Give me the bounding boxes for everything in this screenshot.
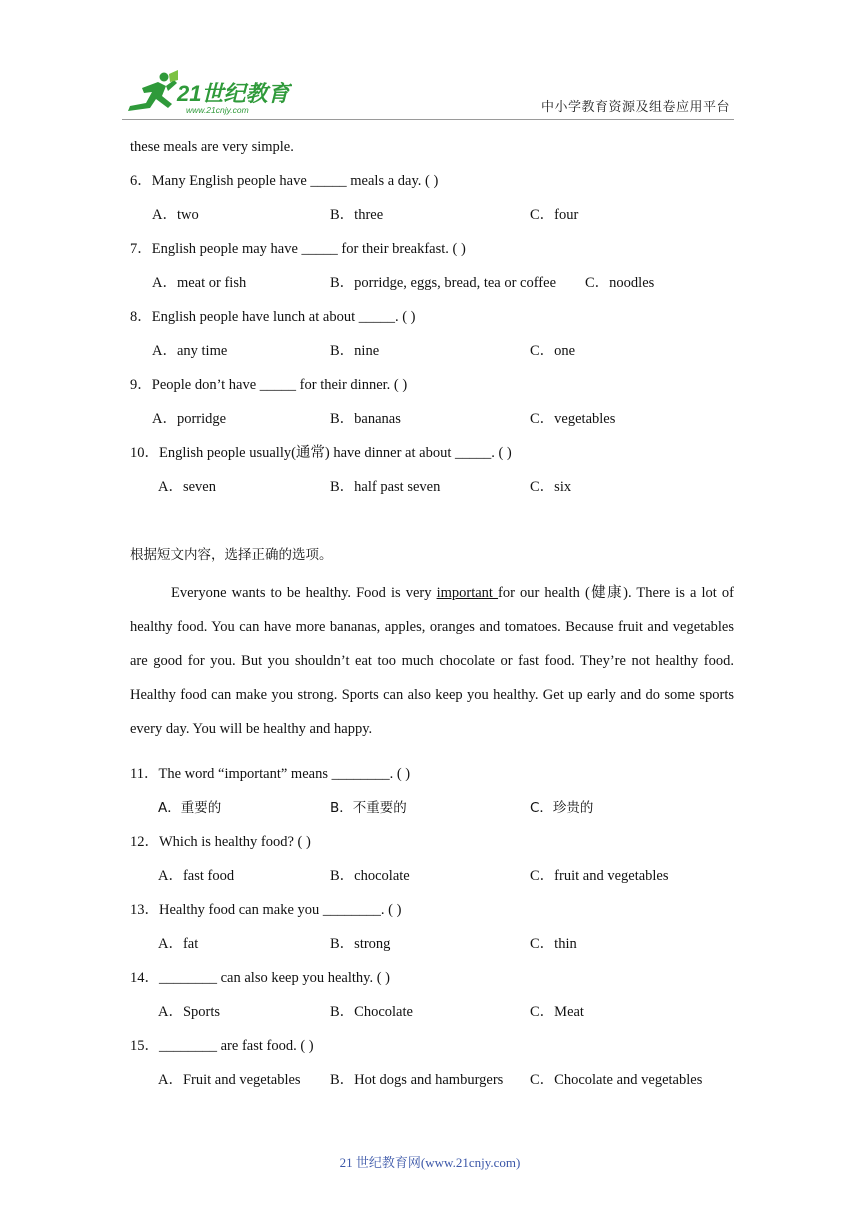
question-stem: 11．The word “important” means ________. ( )	[130, 765, 411, 782]
option-a[interactable]: A．Sports	[158, 1003, 221, 1020]
page-header	[0, 0, 860, 125]
option-b[interactable]: B．Chocolate	[330, 1003, 413, 1020]
question-options	[130, 338, 734, 372]
option-b[interactable]: B．chocolate	[330, 867, 410, 884]
option-c[interactable]: C．six	[530, 479, 572, 495]
question-options	[130, 270, 734, 304]
option-b[interactable]: B．nine	[330, 343, 380, 359]
svg-text:21世纪教育: 21世纪教育	[177, 81, 290, 106]
question-stem: 6．Many English people have _____ meals a day. ( )	[130, 173, 439, 189]
question-stem: 8．English people have lunch at about _____. ( )	[130, 309, 416, 325]
question-options	[130, 406, 734, 440]
question-8	[130, 304, 734, 372]
option-c[interactable]: C．one	[530, 343, 576, 359]
option-a[interactable]: A．Fruit and vegetables	[158, 1071, 301, 1088]
option-a[interactable]: A．fast food	[158, 867, 235, 884]
question-11	[130, 761, 734, 829]
option-c[interactable]: C．four	[530, 207, 579, 223]
question-stem: 9．People don’t have _____ for their dinner. ( )	[130, 377, 408, 393]
option-c[interactable]: C．Meat	[530, 1003, 584, 1020]
option-c[interactable]: C．fruit and vegetables	[530, 867, 669, 884]
option-a[interactable]: A．seven	[158, 479, 216, 495]
question-15	[130, 1033, 734, 1101]
option-a[interactable]: A．two	[152, 207, 199, 223]
question-stem: 12．Which is healthy food? ( )	[130, 833, 311, 850]
option-a[interactable]: A．any time	[152, 343, 228, 359]
section-gap	[130, 508, 734, 542]
question-options	[130, 863, 734, 897]
passage-text-rest: for our health (健康). There is a lot of healthy food. You can have more bananas, apples, oranges and tomatoes. Because fruit and vegetables are good for you. But you shouldn’t eat too much chocolate or fast food. They’re not healthy food. Healthy food can make you strong. Sports can also keep you healthy. Get up early and do some sports every day. You will be healthy and happy.	[130, 585, 734, 737]
worksheet-body	[130, 134, 734, 1101]
platform-tagline: 中小学教育资源及组卷应用平台	[540, 100, 730, 115]
option-c[interactable]: C．Chocolate and vegetables	[530, 1071, 703, 1088]
question-options	[130, 202, 734, 236]
option-b[interactable]: B．不重要的	[330, 799, 407, 816]
section-instruction: 根据短文内容，选择正确的选项。	[130, 547, 333, 563]
question-stem: 14．________ can also keep you healthy. ( )	[130, 969, 390, 986]
question-stem: 15．________ are fast food. ( )	[130, 1037, 314, 1054]
option-c[interactable]: C．noodles	[585, 275, 655, 291]
option-c[interactable]: C．thin	[530, 935, 577, 952]
option-a[interactable]: A．porridge	[152, 411, 227, 427]
question-10	[130, 440, 734, 508]
reading-passage	[130, 576, 734, 746]
question-14	[130, 965, 734, 1033]
question-stem: 7．English people may have _____ for their breakfast. ( )	[130, 241, 466, 257]
question-options	[130, 999, 734, 1033]
option-a[interactable]: A．meat or fish	[152, 275, 247, 291]
question-options	[130, 474, 734, 508]
passage-tail: these meals are very simple.	[130, 139, 294, 155]
passage-text-start: Everyone wants to be healthy. Food is very	[171, 585, 437, 601]
question-7	[130, 236, 734, 304]
option-c[interactable]: C．vegetables	[530, 411, 616, 427]
page-footer[interactable]: 21 世纪教育网(www.21cnjy.com)	[339, 1155, 521, 1170]
question-13	[130, 897, 734, 965]
option-b[interactable]: B．bananas	[330, 411, 401, 427]
question-stem: 13．Healthy food can make you ________. ( )	[130, 901, 402, 918]
option-b[interactable]: B．strong	[330, 935, 391, 952]
question-options	[130, 1067, 734, 1101]
option-b[interactable]: B．three	[330, 207, 384, 223]
question-9	[130, 372, 734, 440]
site-logo	[122, 68, 292, 116]
option-b[interactable]: B．Hot dogs and hamburgers	[330, 1071, 504, 1088]
underlined-word: important	[436, 585, 499, 601]
option-a[interactable]: A．重要的	[158, 799, 222, 816]
svg-text:www.21cnjy.com: www.21cnjy.com	[186, 105, 249, 115]
option-b[interactable]: B．porridge, eggs, bread, tea or coffee	[330, 275, 557, 291]
option-a[interactable]: A．fat	[158, 935, 199, 952]
question-6	[130, 168, 734, 236]
option-c[interactable]: C．珍贵的	[530, 799, 594, 816]
question-options	[130, 795, 734, 829]
option-b[interactable]: B．half past seven	[330, 479, 441, 495]
header-divider	[122, 119, 734, 120]
question-options	[130, 931, 734, 965]
question-12	[130, 829, 734, 897]
question-stem: 10．English people usually(通常) have dinner at about _____. ( )	[130, 445, 512, 461]
